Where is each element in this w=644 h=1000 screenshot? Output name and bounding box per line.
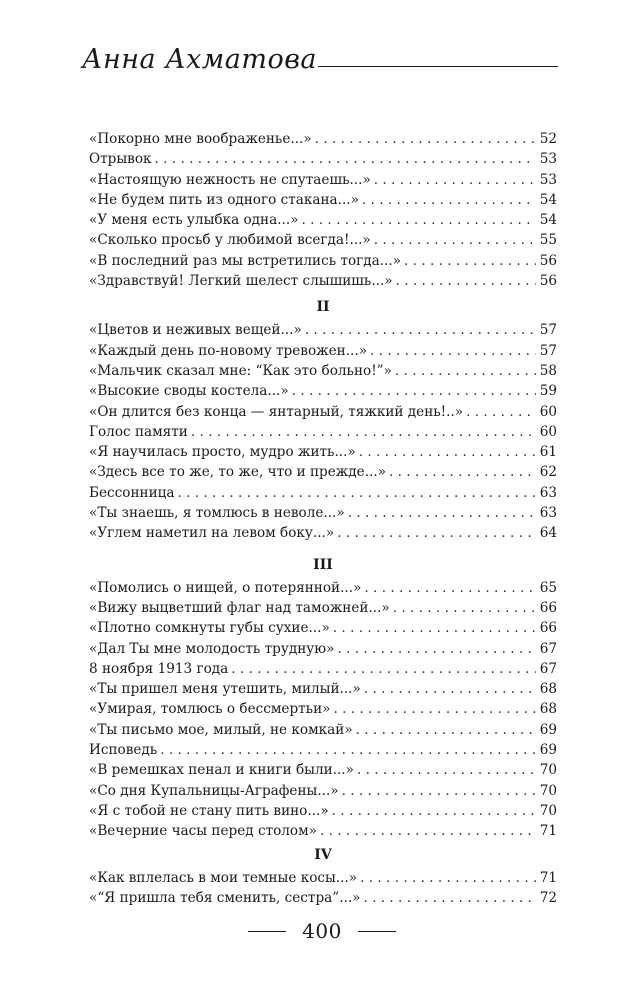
entry-page-number: 55 xyxy=(539,232,557,249)
toc-entry xyxy=(89,760,557,780)
dot-leader xyxy=(333,699,536,719)
toc-entry xyxy=(89,190,557,210)
toc-entry xyxy=(89,251,557,271)
entry-page-number: 60 xyxy=(539,403,557,420)
entry-page-number: 60 xyxy=(539,423,557,440)
toc-entry xyxy=(89,170,557,190)
toc-entry xyxy=(89,210,557,230)
entry-page-number: 57 xyxy=(539,322,557,339)
entry-title: Исповедь xyxy=(89,742,158,759)
toc-entry xyxy=(89,618,557,638)
entry-title: «Дал Ты мне молодость трудную» xyxy=(89,640,335,657)
entry-title: «В ремешках пенал и книги были...» xyxy=(89,762,354,779)
entry-title: «Ты знаешь, я томлюсь в неволе...» xyxy=(89,505,345,522)
dot-leader xyxy=(337,523,536,543)
dot-leader xyxy=(374,230,536,250)
toc-entry xyxy=(89,129,557,149)
entry-page-number: 53 xyxy=(539,171,557,188)
entry-page-number: 65 xyxy=(539,579,557,596)
dot-leader xyxy=(302,210,537,230)
entry-title: 8 ноября 1913 года xyxy=(89,660,229,677)
entry-page-number: 61 xyxy=(539,444,557,461)
entry-title: «Углем наметил на левом боку...» xyxy=(89,525,335,542)
dot-leader xyxy=(337,639,536,659)
toc-entry xyxy=(89,801,557,821)
toc-entry xyxy=(89,523,557,543)
entry-title: «Я научилась просто, мудро жить...» xyxy=(89,444,356,461)
dot-leader xyxy=(466,402,536,422)
header-rule xyxy=(318,66,558,67)
entry-page-number: 70 xyxy=(539,782,557,799)
table-of-contents xyxy=(89,129,557,908)
dot-leader xyxy=(363,888,536,908)
entry-page-number: 66 xyxy=(539,599,557,616)
entry-page-number: 69 xyxy=(539,742,557,759)
entry-title: «Со дня Купальницы-Аграфены...» xyxy=(89,782,339,799)
dot-leader xyxy=(396,271,536,291)
author-signature: Анна Ахматова xyxy=(82,44,318,75)
toc-entry xyxy=(89,402,557,422)
dot-leader xyxy=(357,760,536,780)
dot-leader xyxy=(342,781,536,801)
footer-rule-left xyxy=(248,931,286,932)
entry-page-number: 71 xyxy=(539,869,557,886)
entry-title: «Мальчик сказал мне: “Как это больно!”» xyxy=(89,362,392,379)
toc-entry xyxy=(89,699,557,719)
dot-leader xyxy=(364,679,536,699)
dot-leader xyxy=(333,618,536,638)
dot-leader xyxy=(292,381,536,401)
toc-entry xyxy=(89,341,557,361)
toc-entry xyxy=(89,149,557,169)
entry-page-number: 70 xyxy=(539,762,557,779)
dot-leader xyxy=(393,598,536,618)
entry-title: «Умирая, томлюсь о бессмертьи» xyxy=(89,701,331,718)
toc-entry xyxy=(89,679,557,699)
entry-page-number: 56 xyxy=(539,252,557,269)
dot-leader xyxy=(177,483,536,503)
dot-leader xyxy=(231,659,536,679)
entry-title: «В последний раз мы встретились тогда...» xyxy=(89,252,402,269)
entry-page-number: 70 xyxy=(539,802,557,819)
entry-title: «У меня есть улыбка одна...» xyxy=(89,212,299,229)
dot-leader xyxy=(395,361,536,381)
toc-entry xyxy=(89,821,557,841)
dot-leader xyxy=(160,740,536,760)
entry-title: «Цветов и неживых вещей...» xyxy=(89,322,302,339)
entry-page-number: 57 xyxy=(539,342,557,359)
entry-title: «“Я пришла тебя сменить, сестра”...» xyxy=(89,889,361,906)
toc-entry xyxy=(89,598,557,618)
entry-page-number: 67 xyxy=(539,640,557,657)
toc-entry xyxy=(89,271,557,291)
dot-leader xyxy=(305,320,536,340)
toc-entry xyxy=(89,639,557,659)
dot-leader xyxy=(389,462,536,482)
section-heading: III xyxy=(313,556,333,573)
entry-page-number: 63 xyxy=(539,484,557,501)
entry-title: Отрывок xyxy=(89,151,152,168)
toc-entry xyxy=(89,720,557,740)
section-heading: II xyxy=(316,299,330,316)
entry-title: «Ты пришел меня утешить, милый...» xyxy=(89,681,361,698)
toc-entry xyxy=(89,740,557,760)
entry-title: «Покорно мне воображенье...» xyxy=(89,131,312,147)
toc-entry xyxy=(89,442,557,462)
dot-leader xyxy=(348,503,536,523)
page-footer xyxy=(0,919,644,943)
entry-title: «Каждый день по-новому тревожен...» xyxy=(89,342,368,359)
dot-leader xyxy=(359,442,536,462)
entry-title: «Не будем пить из одного стакана...» xyxy=(89,191,359,208)
toc-entry xyxy=(89,320,557,340)
footer-rule-right xyxy=(358,931,396,932)
entry-title: «Как вплелась в мои темные косы...» xyxy=(89,869,358,886)
entry-page-number: 68 xyxy=(539,681,557,698)
entry-title: «Настоящую нежность не спутаешь...» xyxy=(89,171,371,188)
dot-leader xyxy=(360,868,536,888)
dot-leader xyxy=(332,801,536,821)
toc-entry xyxy=(89,483,557,503)
toc-entry xyxy=(89,462,557,482)
entry-page-number: 71 xyxy=(539,823,557,840)
entry-title: «Здравствуй! Легкий шелест слышишь...» xyxy=(89,273,393,290)
entry-page-number: 59 xyxy=(539,383,557,400)
entry-page-number: 52 xyxy=(539,131,557,147)
entry-page-number: 72 xyxy=(539,889,557,906)
dot-leader xyxy=(404,251,536,271)
entry-page-number: 56 xyxy=(539,273,557,290)
entry-title: «Сколько просьб у любимой всегда!...» xyxy=(89,232,371,249)
entry-page-number: 68 xyxy=(539,701,557,718)
entry-title: Голос памяти xyxy=(89,423,188,440)
toc-entry xyxy=(89,230,557,250)
dot-leader xyxy=(155,149,536,169)
entry-title: «Вечерние часы перед столом» xyxy=(89,823,317,840)
entry-page-number: 66 xyxy=(539,620,557,637)
entry-title: «Помолись о нищей, о потерянной...» xyxy=(89,579,362,596)
dot-leader xyxy=(320,821,536,841)
toc-entry xyxy=(89,659,557,679)
dot-leader xyxy=(374,170,536,190)
entry-title: «Я с тобой не стану пить вино...» xyxy=(89,802,329,819)
entry-page-number: 67 xyxy=(539,660,557,677)
entry-title: «Высокие своды костела...» xyxy=(89,383,289,400)
entry-page-number: 58 xyxy=(539,362,557,379)
entry-title: «Ты письмо мое, милый, не комкай» xyxy=(89,721,353,738)
entry-title: «Здесь все то же, то же, что и прежде...» xyxy=(89,464,387,481)
toc-entry xyxy=(89,361,557,381)
entry-page-number: 54 xyxy=(539,191,557,208)
toc-entry xyxy=(89,868,557,888)
entry-page-number: 53 xyxy=(539,151,557,168)
running-header xyxy=(82,44,562,84)
entry-title: «Вижу выцветший флаг над таможней...» xyxy=(89,599,390,616)
entry-title: «Он длится без конца — янтарный, тяжкий день!..» xyxy=(89,403,464,420)
section-heading: IV xyxy=(314,846,332,863)
toc-entry xyxy=(89,503,557,523)
entry-page-number: 54 xyxy=(539,212,557,229)
dot-leader xyxy=(364,578,536,598)
dot-leader xyxy=(315,129,536,149)
dot-leader xyxy=(356,720,536,740)
dot-leader xyxy=(362,190,536,210)
entry-title: Бессонница xyxy=(89,484,175,501)
dot-leader xyxy=(191,422,536,442)
toc-entry xyxy=(89,888,557,908)
toc-entry xyxy=(89,381,557,401)
toc-entry xyxy=(89,781,557,801)
page-number: 400 xyxy=(302,919,342,943)
entry-title: «Плотно сомкнуты губы сухие...» xyxy=(89,620,330,637)
dot-leader xyxy=(370,341,536,361)
toc-entry xyxy=(89,422,557,442)
entry-page-number: 69 xyxy=(539,721,557,738)
entry-page-number: 63 xyxy=(539,505,557,522)
entry-page-number: 64 xyxy=(539,525,557,542)
entry-page-number: 62 xyxy=(539,464,557,481)
toc-entry xyxy=(89,578,557,598)
